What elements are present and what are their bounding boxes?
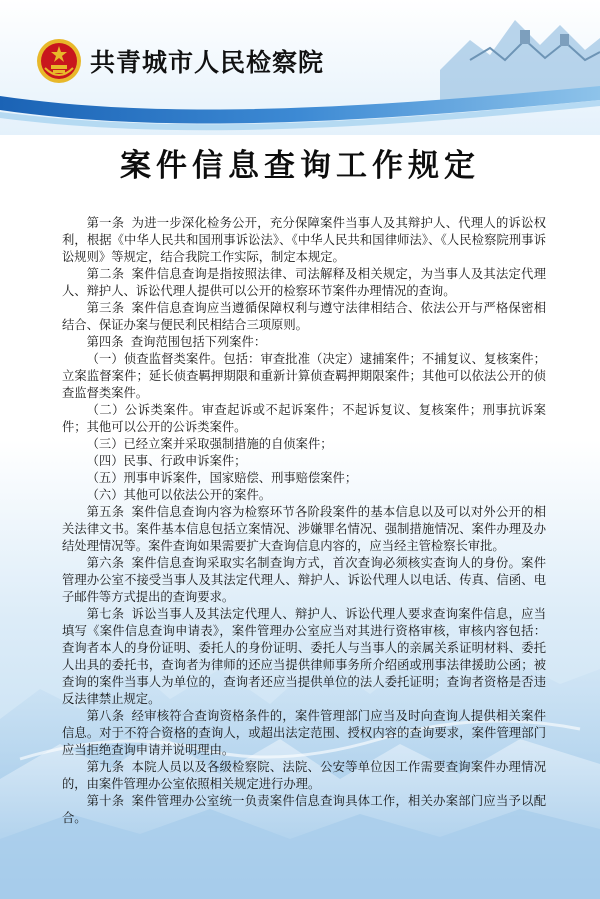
scope-item-3	[62, 436, 546, 453]
article-7	[62, 606, 546, 708]
article-label: 第三条	[86, 301, 125, 315]
document-title: 案件信息查询工作规定	[120, 148, 480, 184]
article-3	[62, 300, 546, 334]
regulation-body	[62, 215, 546, 827]
article-label: 第二条	[86, 267, 125, 281]
article-1	[62, 215, 546, 266]
scope-item-1	[62, 351, 546, 402]
article-text: 案件信息查询采取实名制查询方式，首次查询必须核实查询人的身份。案件管理办公室不接受当事人及其法定代理人、辩护人、诉讼代理人以电话、传真、信函、电子邮件等方式提出的查询要求。	[62, 556, 546, 604]
article-text: 为进一步深化检务公开，充分保障案件当事人及其辩护人、代理人的诉讼权利，根据《中华人民共和国刑事诉讼法》、《中华人民共和国律师法》、《人民检察院刑事诉讼规则》等规定，结合我院工作实际，制定本规定。	[62, 216, 546, 264]
procuratorate-emblem-icon	[36, 38, 82, 84]
article-text: 案件信息查询应当遵循保障权利与遵守法律相结合、依法公开与严格保密相结合、保证办案与便民利民相结合三项原则。	[62, 301, 546, 332]
scope-item-text: 公诉类案件。审查起诉或不起诉案件；不起诉复议、复核案件；刑事抗诉案件；其他可以公开的公诉类案件。	[62, 403, 546, 434]
article-2	[62, 266, 546, 300]
scope-item-label: （一）	[86, 352, 124, 366]
scope-item-6	[62, 487, 546, 504]
article-label: 第六条	[86, 556, 125, 570]
article-4	[62, 334, 546, 351]
article-label: 第七条	[86, 607, 125, 621]
article-label: 第十条	[86, 794, 125, 808]
scope-item-label: （五）	[86, 471, 124, 485]
scope-item-text: 其他可以依法公开的案件。	[123, 488, 272, 502]
article-label: 第八条	[86, 709, 125, 723]
article-text: 案件信息查询内容为检察环节各阶段案件的基本信息以及可以对外公开的相关法律文书。案件基本信息包括立案情况、涉嫌罪名情况、强制措施情况、案件办理及办结处理情况等。案件查询如果需要扩大查询信息内容的，应当经主管检察长审批。	[62, 505, 546, 553]
scope-item-5	[62, 470, 546, 487]
article-text: 查询范围包括下列案件：	[130, 335, 267, 349]
article-text: 案件管理办公室统一负责案件信息查询具体工作，相关办案部门应当予以配合。	[62, 794, 546, 825]
organization-name: 共青城市人民检察院	[90, 48, 325, 77]
article-10	[62, 793, 546, 827]
scope-item-label: （三）	[86, 437, 124, 451]
scope-item-text: 已经立案并采取强制措施的自侦案件；	[123, 437, 333, 451]
article-label: 第四条	[86, 335, 124, 349]
scope-item-text: 侦查监督类案件。包括：审查批准（决定）逮捕案件；不捕复议、复核案件；立案监督案件；延长侦查羁押期限和重新计算侦查羁押期限案件；其他可以依法公开的侦查监督类案件。	[62, 352, 546, 400]
scope-item-4	[62, 453, 546, 470]
article-9	[62, 759, 546, 793]
article-8	[62, 708, 546, 759]
article-text: 诉讼当事人及其法定代理人、辩护人、诉讼代理人要求查询案件信息，应当填写《案件信息查询申请表》，案件管理办公室应当对其进行资格审核，审核内容包括：查询者本人的身份证明、委托人的身份证明、委托人与当事人的亲属关系证明材料、委托人出具的委托书，查询者为律师的还应当提供律师事务所介绍函或刑事法律援助公函；被查询的案件当事人为单位的，查询者还应当提供单位的法人委托证明；查询者资格是否违反法律禁止规定。	[62, 607, 546, 706]
article-label: 第五条	[86, 505, 125, 519]
scope-item-2	[62, 402, 546, 436]
scope-item-text: 民事、行政申诉案件；	[123, 454, 247, 468]
article-label: 第九条	[86, 760, 125, 774]
scope-item-label: （二）	[86, 403, 125, 417]
article-5	[62, 504, 546, 555]
scope-item-text: 刑事申诉案件，国家赔偿、刑事赔偿案件；	[123, 471, 358, 485]
article-label: 第一条	[86, 216, 125, 230]
article-text: 经审核符合查询资格条件的，案件管理部门应当及时向查询人提供相关案件信息。对于不符合资格的查询人，或超出法定范围、授权内容的查询要求，案件管理部门应当拒绝查询申请并说明理由。	[62, 709, 546, 757]
scope-item-label: （四）	[86, 454, 124, 468]
article-text: 案件信息查询是指按照法律、司法解释及相关规定，为当事人及其法定代理人、辩护人、诉讼代理人提供可以公开的检察环节案件办理情况的查询。	[62, 267, 546, 298]
article-text: 本院人员以及各级检察院、法院、公安等单位因工作需要查询案件办理情况的，由案件管理办公室依照相关规定进行办理。	[62, 760, 546, 791]
article-6	[62, 555, 546, 606]
scope-item-label: （六）	[86, 488, 124, 502]
